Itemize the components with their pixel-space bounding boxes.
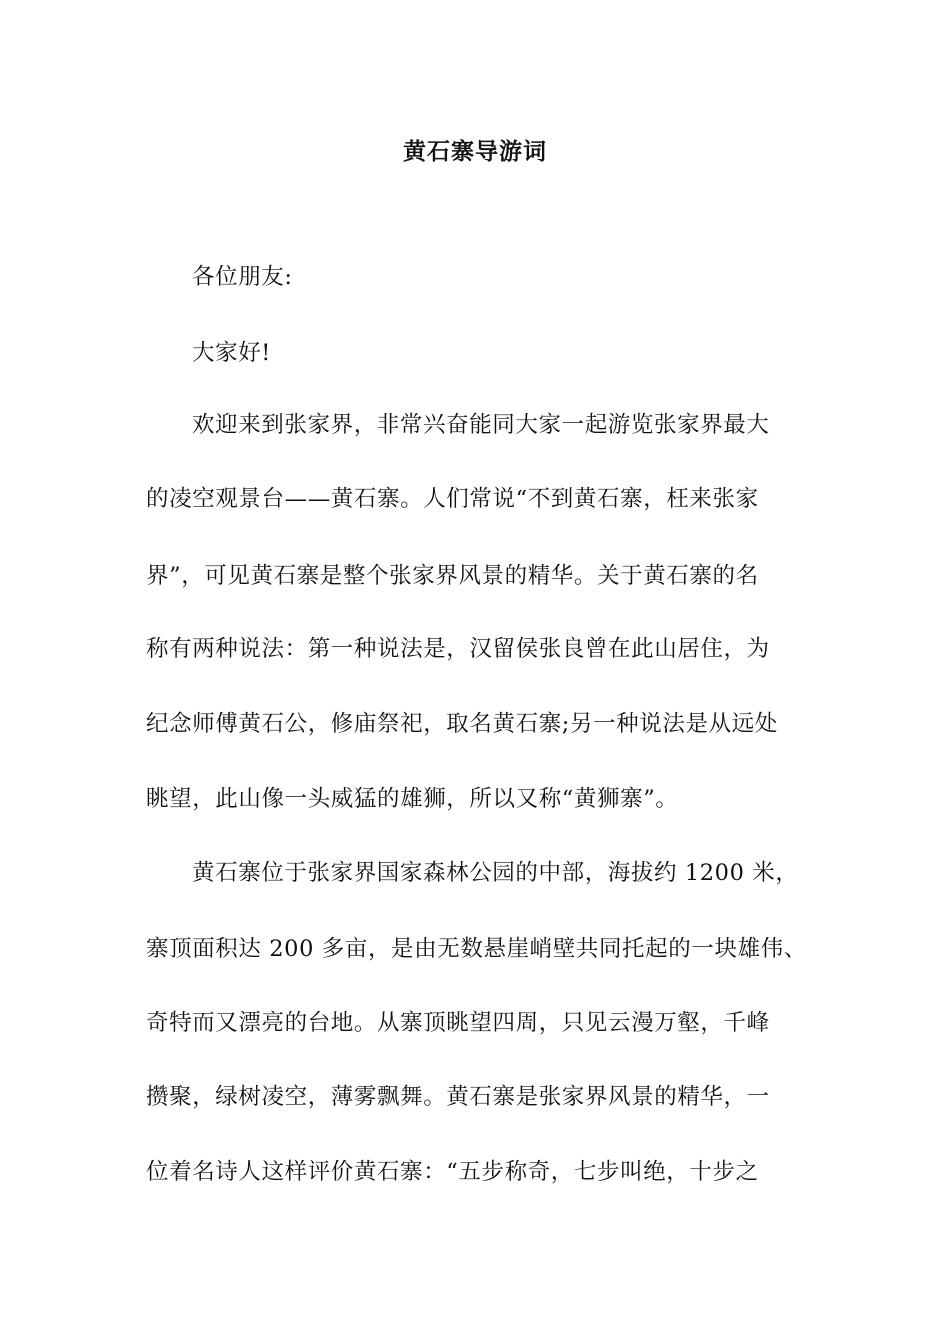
paragraph-line: 称有两种说法：第一种说法是，汉留侯张良曾在此山居住，为 xyxy=(146,636,770,662)
greeting-line: 大家好! xyxy=(192,340,271,366)
paragraph-line: 奇特而又漂亮的台地。从寨顶眺望四周，只见云漫万壑，千峰 xyxy=(146,1010,770,1036)
paragraph-line: 界”，可见黄石寨是整个张家界风景的精华。关于黄石寨的名 xyxy=(146,563,759,589)
paragraph-line: 眺望，此山像一头威猛的雄狮，所以又称“黄狮寨”。 xyxy=(146,786,679,812)
salutation-line: 各位朋友: xyxy=(192,264,293,290)
paragraph-line: 纪念师傅黄石公，修庙祭祀，取名黄石寨;另一种说法是从远处 xyxy=(146,711,778,737)
paragraph-line: 攒聚，绿树凌空，薄雾飘舞。黄石寨是张家界风景的精华，一 xyxy=(146,1084,770,1110)
paragraph-line: 寨顶面积达 200 多亩，是由无数悬崖峭壁共同托起的一块雄伟、 xyxy=(146,936,807,962)
paragraph-line: 欢迎来到张家界，非常兴奋能同大家一起游览张家界最大 xyxy=(192,412,770,438)
paragraph-line: 位着名诗人这样评价黄石寨：“五步称奇，七步叫绝，十步之 xyxy=(146,1159,759,1185)
paragraph-line: 的凌空观景台——黄石寨。人们常说“不到黄石寨，枉来张家 xyxy=(146,486,759,512)
paragraph-line: 黄石寨位于张家界国家森林公园的中部，海拔约 1200 米， xyxy=(192,860,799,886)
document-title: 黄石寨导游词 xyxy=(403,138,547,165)
